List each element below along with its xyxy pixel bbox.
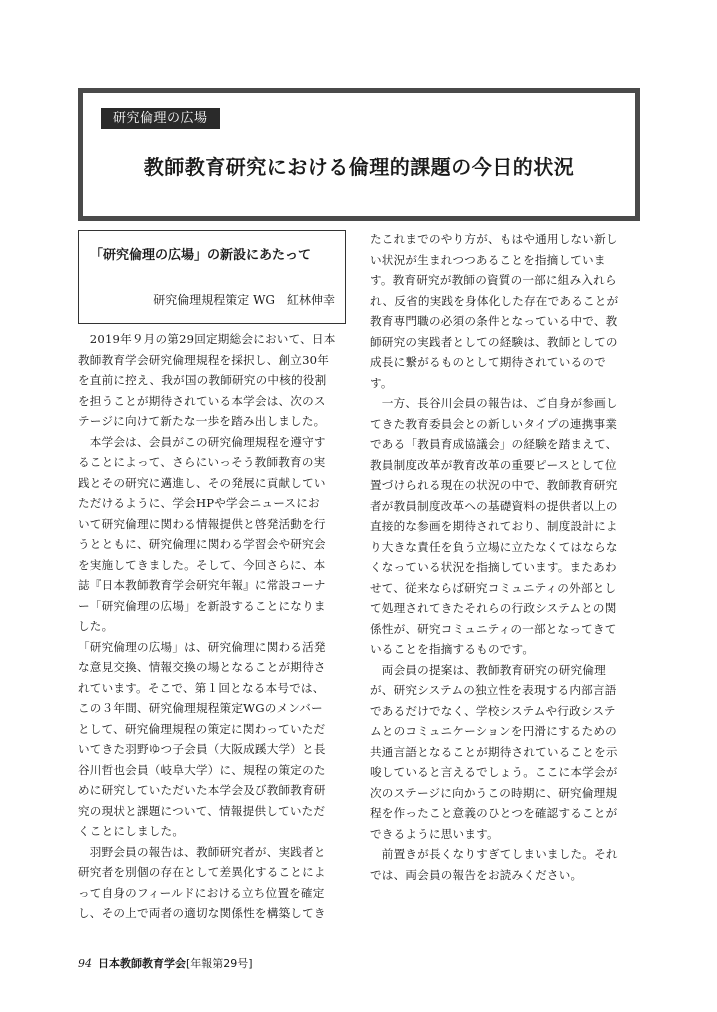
body-text-line: てきた教育委員会との新しいタイプの連携事業: [370, 416, 618, 431]
body-text-line: 直接的な参画を期待されており、制度設計によ: [370, 519, 618, 533]
body-text-line: 師研究の実践者としての経験は、教師としての: [370, 334, 618, 349]
article-author: 研究倫理規程策定 WG 紅林伸幸: [153, 293, 335, 307]
page-number: 94: [78, 957, 92, 970]
body-text-line: ー「研究倫理の広場」を新設することになりま: [78, 598, 326, 613]
body-text-line: では、両会員の報告をお読みください。: [370, 867, 583, 882]
body-text-line: 前置きが長くなりすぎてしまいました。それ: [370, 847, 618, 861]
page-title: 教師教育研究における倫理的課題の今日的状況: [143, 155, 575, 179]
body-text-line: って自身のフィールドにおける立ち位置を確定: [78, 885, 325, 900]
body-text-line: 研究者を別個の存在として差異化することによ: [78, 865, 326, 879]
body-text-line: 羽野会員の報告は、教師研究者が、実践者と: [78, 844, 326, 859]
body-text-line: ムとのコミュニケーションを円滑にするための: [370, 724, 617, 738]
body-text-line: が、研究システムの独立性を表現する内部言語: [370, 683, 617, 697]
body-text-line: を担うことが期待されている本学会は、次のス: [78, 393, 326, 408]
body-text-line: できるように思います。: [370, 826, 499, 841]
body-text-line: 教育専門職の必須の条件となっている中で、教: [370, 314, 618, 328]
body-text-line: す。教育研究が教師の資質の一部に組み入れら: [370, 273, 617, 287]
body-text-line: 一方、長谷川会員の報告は、ご自身が参画し: [370, 396, 618, 410]
body-text-line: 教師教育学会研究倫理規程を採択し、創立30年: [78, 352, 330, 367]
body-text-line: 2019年９月の第29回定期総会において、日本: [78, 332, 336, 346]
body-text-line: れ、反省的実践を身体化した存在であることが: [370, 293, 619, 308]
body-text-line: を直前に控え、我が国の教師研究の中核的役割: [78, 373, 327, 387]
body-text-line: 誌『日本教師教育学会研究年報』に常設コーナ: [78, 578, 326, 592]
body-text-line: 係性が、研究コミュニティの一部となってきて: [370, 621, 617, 636]
body-text-line: 究の現状と課題について、情報提供していただ: [78, 803, 326, 818]
body-text-line: いて研究倫理に関わる情報提供と啓発活動を行: [78, 516, 326, 531]
body-text-line: い状況が生まれつつあることを指摘していま: [370, 252, 606, 267]
body-text-line: 共通言語となることが期待されていることを示: [370, 744, 618, 759]
body-text-line: うとともに、研究倫理に関わる学習会や研究会: [78, 537, 326, 551]
body-text-line: である「教員育成協議会」の経験を踏まえて、: [370, 437, 618, 451]
body-text-line: し、その上で両者の適切な関係性を構築してき: [78, 906, 326, 920]
body-text-line: くなっている状況を指摘しています。またあわ: [370, 560, 617, 574]
body-text-line: 「研究倫理の広場」は、研究倫理に関わる活発: [78, 639, 326, 654]
body-text-line: 置づけられる現在の状況の中で、教師教育研究: [370, 478, 618, 492]
body-text-line: この３年間、研究倫理規程策定WGのメンバー: [78, 701, 323, 715]
body-text-line: 践とその研究に邁進し、その発展に貢献してい: [78, 475, 326, 490]
body-text-line: な意見交換、情報交換の場となることが期待さ: [78, 660, 326, 674]
body-text-line: いてきた羽野ゆつ子会員（大阪成蹊大学）と長: [78, 742, 326, 756]
column-tag: 研究倫理の広場: [101, 108, 220, 129]
body-text-line: り大きな責任を負う立場に立たなくてはならな: [370, 539, 618, 554]
body-text-line: として、研究倫理規程の策定に関わっていただ: [78, 721, 326, 736]
footer-org: 日本教師教育学会: [98, 957, 186, 970]
body-text-line: を実施してきました。そして、今回さらに、本: [78, 557, 326, 572]
body-text-line: 教員制度改革が教育改革の重要ピースとして位: [370, 457, 617, 472]
body-text-line: いることを指摘するものです。: [370, 642, 535, 656]
body-text-line: 成長に繋がるものとして期待されているので: [370, 355, 606, 369]
body-text-line: であるだけでなく、学校システムや行政システ: [370, 703, 616, 718]
body-text-line: ただけるように、学会HPや学会ニュースにお: [78, 496, 320, 510]
body-text-line: 谷川哲也会員（岐阜大学）に、規程の策定のた: [78, 762, 326, 777]
body-text-line: 者が教員制度改革への基礎資料の提供者以上の: [370, 498, 618, 513]
article-title: 「研究倫理の広場」の新設にあたって: [90, 248, 312, 263]
footer-issue: [年報第29号]: [186, 957, 253, 970]
body-text-line: 次のステージに向かうこの時期に、研究倫理規: [370, 785, 618, 800]
body-text-line: す。: [370, 375, 393, 390]
body-text-line: て処理されてきたそれらの行政システムとの関: [370, 601, 617, 615]
body-text-line: ることによって、さらにいっそう教師教育の実: [78, 455, 326, 469]
body-text-line: した。: [78, 619, 114, 633]
body-text-line: せて、従来ならば研究コミュニティの外部とし: [370, 580, 617, 595]
body-text-line: テージに向けて新たな一歩を踏み出しました。: [78, 414, 326, 428]
body-text-line: くことにしました。: [78, 824, 185, 838]
article-heading-box: [78, 230, 346, 324]
body-text-line: 両会員の提案は、教師教育研究の研究倫理: [370, 662, 606, 677]
body-text-line: たこれまでのやり方が、もはや通用しない新し: [370, 232, 618, 246]
page-footer: [78, 956, 253, 972]
body-text-line: 本学会は、会員がこの研究倫理規程を遵守す: [78, 434, 326, 449]
body-text-line: めに研究していただいた本学会及び教師教育研: [78, 783, 326, 797]
body-text-line: れています。そこで、第１回となる本号では、: [78, 680, 325, 695]
body-text-line: 程を作ったこと意義のひとつを確認することが: [370, 806, 618, 820]
body-text-line: 唆していると言えるでしょう。ここに本学会が: [370, 765, 618, 779]
